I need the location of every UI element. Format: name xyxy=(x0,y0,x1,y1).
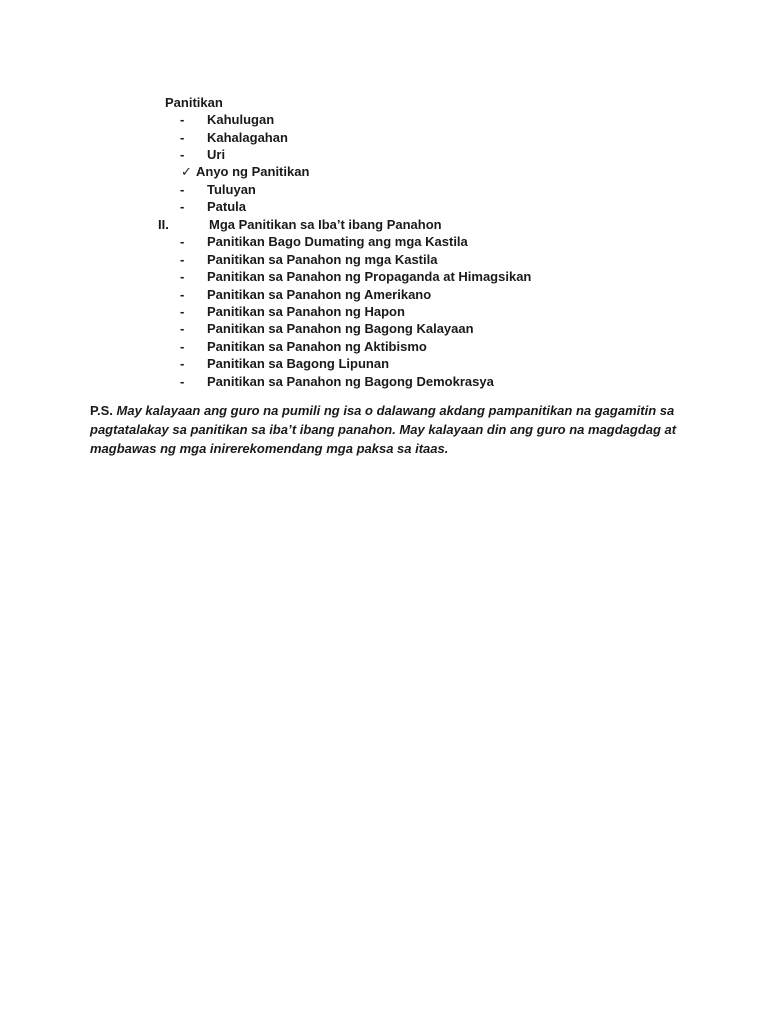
note-paragraph xyxy=(90,401,680,458)
list-item: Panitikan sa Panahon ng Amerikano xyxy=(207,287,432,302)
list-item: Panitikan sa Panahon ng mga Kastila xyxy=(207,252,438,267)
list-marker: - xyxy=(180,130,185,145)
list-marker: - xyxy=(180,147,185,162)
section-title: Mga Panitikan sa Iba’t ibang Panahon xyxy=(209,217,442,232)
list-marker: - xyxy=(180,182,185,197)
list-item: Panitikan sa Bagong Lipunan xyxy=(207,356,390,371)
note-text: May kalayaan ang guro na pumili ng isa o dalawang akdang pampanitikan na gagamitin sa pagtatalakay sa panitikan sa iba’t ibang panahon. May kalayaan din ang guro na magdagdag at magbawas ng mga inirerekomendang mga paksa sa itaas. xyxy=(90,403,677,456)
list-marker: - xyxy=(180,304,185,319)
list-item: Tuluyan xyxy=(207,182,256,197)
list-marker: - xyxy=(180,252,185,267)
list-marker: - xyxy=(180,112,185,127)
list-marker: - xyxy=(180,321,185,336)
outline-heading: Panitikan xyxy=(165,95,223,110)
list-item: Panitikan Bago Dumating ang mga Kastila xyxy=(207,234,468,249)
list-item: Kahulugan xyxy=(207,112,275,127)
list-marker: - xyxy=(180,234,185,249)
list-item-checked: Anyo ng Panitikan xyxy=(196,164,310,179)
note-prefix: P.S. xyxy=(90,403,113,418)
list-item: Panitikan sa Panahon ng Bagong Demokrasya xyxy=(207,374,494,389)
list-marker: - xyxy=(180,269,185,284)
list-item: Panitikan sa Panahon ng Aktibismo xyxy=(207,339,427,354)
list-item: Panitikan sa Panahon ng Propaganda at Himagsikan xyxy=(207,269,532,284)
list-marker: - xyxy=(180,287,185,302)
list-marker: - xyxy=(180,339,185,354)
list-item: Kahalagahan xyxy=(207,130,288,145)
list-marker: - xyxy=(180,356,185,371)
list-item: Panitikan sa Panahon ng Hapon xyxy=(207,304,405,319)
list-item: Patula xyxy=(207,199,247,214)
list-item: Panitikan sa Panahon ng Bagong Kalayaan xyxy=(207,321,474,336)
section-numeral: II. xyxy=(158,217,169,232)
list-marker: - xyxy=(180,374,185,389)
list-marker: - xyxy=(180,199,185,214)
list-item: Uri xyxy=(207,147,226,162)
checkmark-icon: ✓ xyxy=(181,164,192,179)
